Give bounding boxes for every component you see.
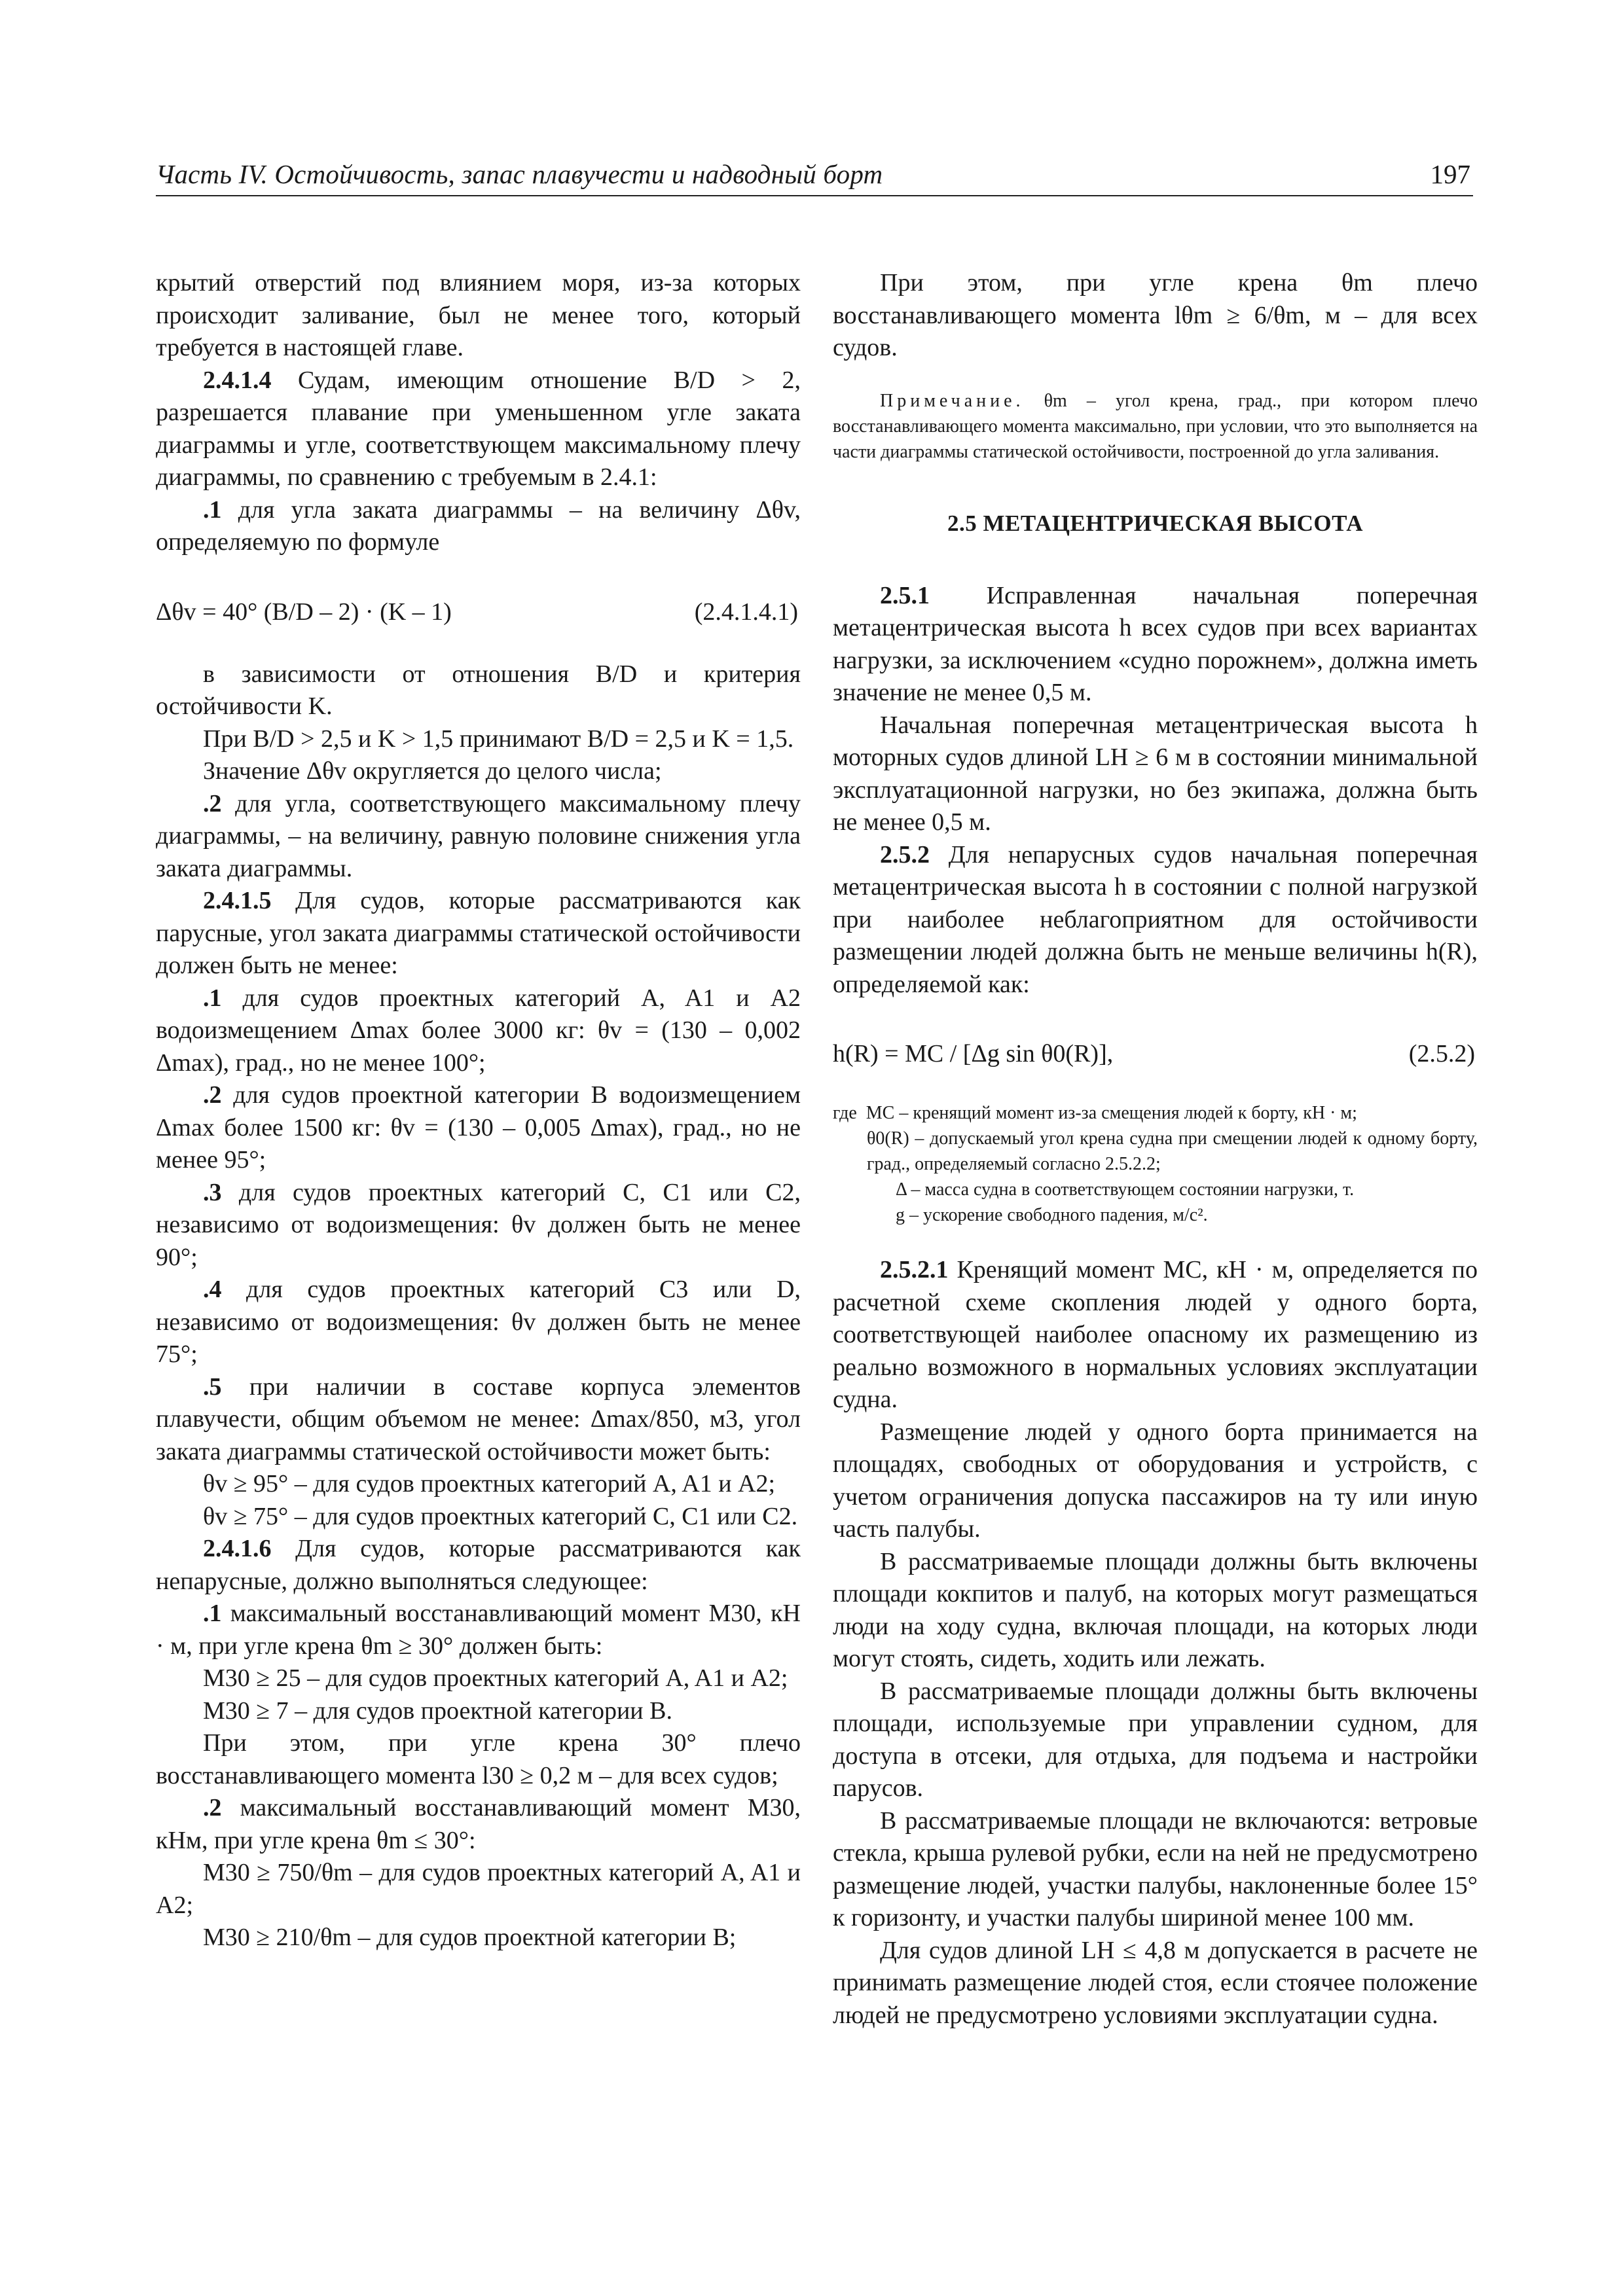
left-column (156, 267, 801, 1954)
item-number: .2 (203, 1081, 222, 1109)
legend-text: g – ускорение свободного падения, м/с². (896, 1205, 1208, 1225)
running-title: Часть IV. Остойчивость, запас плавучести и надводный борт (156, 159, 883, 189)
clause-number: 2.5.2.1 (880, 1256, 949, 1283)
item-text: для судов проектных категорий C, C1 или C2, независимо от водоизмещения: θv должен быть не менее 90°; (156, 1178, 801, 1271)
paragraph: В рассматриваемые площади должны быть включены площади, используемые при управлении судном, для доступа в отсеки, для отдыха, для подъема и настройки парусов. (833, 1677, 1478, 1802)
item-number: .3 (203, 1178, 222, 1206)
item-2 (156, 1079, 801, 1177)
clause-text: Судам, имеющим отношение B/D > 2, разрешается плавание при уменьшенном угле заката диаграммы и угле, соответствующем максимальному плечу диаграммы, по сравнению с требуемым в 2.4.1: (156, 366, 801, 491)
equation-number: (2.4.1.4.1) (694, 598, 798, 626)
item-number: .1 (203, 1600, 222, 1627)
formula-text: h(R) = MC / [Δg sin θ0(R)], (833, 1040, 1114, 1067)
item-number: .1 (203, 495, 222, 524)
clause-number: 2.5.1 (880, 581, 930, 609)
clause-2-4-1-4 (156, 365, 801, 494)
legend-row (833, 1100, 1478, 1126)
legend-row (833, 1177, 1478, 1202)
clause-text: Кренящий момент MC, кН · м, определяется по расчетной схеме скопления людей у одного борта, соответствующей наиболее опасному их размещению из реально возможного в нормальных условиях эксплуатации судна. (833, 1256, 1478, 1413)
item-3 (156, 1177, 801, 1274)
item-2 (156, 788, 801, 886)
legend-text: Δ – масса судна в соответствующем состоянии нагрузки, т. (896, 1179, 1355, 1200)
paragraph: крытий отверстий под влиянием моря, из-за которых происходит заливание, был не менее того, который требуется в настоящей главе. (156, 269, 801, 361)
item-2 (156, 1792, 801, 1857)
item-1 (156, 494, 801, 559)
clause-2-5-1 (833, 580, 1478, 709)
clause-number: 2.4.1.4 (203, 366, 272, 394)
clause-number: 2.4.1.5 (203, 887, 272, 914)
paragraph: Начальная поперечная метацентрическая высота h моторных судов длиной LH ≥ 6 м в состоянии минимальной эксплуатационной нагрузки, но без экипажа, должна быть не менее 0,5 м. (833, 711, 1478, 836)
paragraph: При этом, при угле крена 30° плечо восстанавливающего момента l30 ≥ 0,2 м – для всех судов; (156, 1729, 801, 1789)
item-number: .4 (203, 1276, 222, 1303)
clause-2-4-1-6 (156, 1533, 801, 1598)
item-1 (156, 1598, 801, 1662)
note (833, 388, 1478, 465)
legend-prefix: где (833, 1103, 866, 1123)
item-1 (156, 982, 801, 1080)
clause-2-5-2-1 (833, 1254, 1478, 1416)
clause-number: 2.5.2 (880, 840, 930, 869)
page-number: 197 (1430, 159, 1470, 189)
item-text: для угла заката диаграммы – на величину Δθv, определяемую по формуле (156, 495, 801, 556)
paragraph: В рассматриваемые площади должны быть включены площади кокпитов и палуб, на которых могут размещаться люди на ходу судна, включая площади, на которых люди могут стоять, сидеть, ходить или лежать. (833, 1547, 1478, 1672)
clause-text: Для судов, которые рассматриваются как парусные, угол заката диаграммы статической остойчивости должен быть не менее: (156, 887, 801, 979)
formula-text: Δθv = 40° (B/D – 2) · (K – 1) (156, 598, 452, 626)
paragraph: M30 ≥ 25 – для судов проектных категорий A, A1 и A2; (203, 1664, 788, 1692)
item-text: максимальный восстанавливающий момент M30, кНм, при угле крена θm ≤ 30°: (156, 1794, 801, 1854)
paragraph: θv ≥ 95° – для судов проектных категорий A, A1 и A2; (203, 1470, 776, 1498)
paragraph: θv ≥ 75° – для судов проектных категорий C, C1 или C2. (203, 1502, 798, 1530)
item-number: .5 (203, 1372, 222, 1401)
page-header (156, 156, 1473, 196)
formula-2-4-1-4-1 (156, 596, 801, 628)
clause-text: Для непарусных судов начальная поперечная метацентрическая высота h в состоянии с полной нагрузкой при наиболее неблагоприятном для остойчивости размещении людей должна быть не меньше величины h(R), определяемой как: (833, 840, 1478, 998)
paragraph: M30 ≥ 750/θm – для судов проектных категорий A, A1 и A2; (156, 1859, 801, 1919)
item-4 (156, 1274, 801, 1371)
item-5 (156, 1371, 801, 1469)
item-number: .2 (203, 1794, 222, 1821)
clause-text: Для судов, которые рассматриваются как непарусные, должно выполняться следующее: (156, 1535, 801, 1595)
paragraph: в зависимости от отношения B/D и критерия остойчивости K. (156, 660, 801, 720)
equation-number: (2.5.2) (1408, 1040, 1475, 1067)
legend-text: θ0(R) – допускаемый угол крена судна при смещении людей к одному борту, град., определяемый согласно 2.5.2.2; (867, 1128, 1478, 1174)
paragraph: Значение Δθv округляется до целого числа; (203, 757, 662, 785)
item-number: .1 (203, 984, 222, 1012)
paragraph: В рассматриваемые площади не включаются: ветровые стекла, крыша рулевой рубки, если на ней не предусмотрено размещение людей, участки палубы, наклоненные более 15° к горизонту, и участки палубы шириной менее 100 мм. (833, 1806, 1478, 1931)
item-text: для судов проектной категории B водоизмещением Δmax более 1500 кг: θv = (130 – 0,005 Δmax), град., но не менее 95°; (156, 1081, 801, 1174)
note-label: Примечание. (880, 390, 1025, 411)
note-text: θm – угол крена, град., при котором плечо восстанавливающего момента максимально, при условии, что это выполняется на части диаграммы статической остойчивости, построенной до угла заливания. (833, 390, 1478, 462)
clause-2-4-1-5 (156, 885, 801, 982)
right-column (833, 267, 1478, 2032)
item-text: максимальный восстанавливающий момент M30, кН · м, при угле крена θm ≥ 30° должен быть: (156, 1600, 801, 1660)
item-text: для судов проектных категорий A, A1 и A2 водоизмещением Δmax более 3000 кг: θv = (130 – 0,002 Δmax), град., но не менее 100°; (156, 984, 801, 1077)
formula-2-5-2 (833, 1037, 1478, 1070)
paragraph: При этом, при угле крена θm плечо восстанавливающего момента lθm ≥ 6/θm, м – для всех судов. (833, 269, 1478, 361)
legend-text: MC – кренящий момент из-за смещения людей к борту, кН · м; (866, 1103, 1357, 1123)
item-text: при наличии в составе корпуса элементов плавучести, общим объемом не менее: Δmax/850, м3, угол заката диаграммы статической остойчивости может быть: (156, 1372, 801, 1465)
paragraph: M30 ≥ 210/θm – для судов проектной категории B; (203, 1924, 737, 1951)
clause-2-5-2 (833, 839, 1478, 1001)
paragraph: Для судов длиной LH ≤ 4,8 м допускается в расчете не принимать размещение людей стоя, если стоячее положение людей не предусмотрено условиями эксплуатации судна. (833, 1936, 1478, 2029)
item-text: для угла, соответствующего максимальному плечу диаграммы, – на величину, равную половине снижения угла заката диаграммы. (156, 789, 801, 882)
clause-number: 2.4.1.6 (203, 1535, 272, 1562)
paragraph: При B/D > 2,5 и K > 1,5 принимают B/D = 2,5 и K = 1,5. (203, 725, 794, 753)
legend-row (833, 1126, 1478, 1177)
symbol-legend (833, 1100, 1478, 1228)
paragraph: Размещение людей у одного борта принимается на площадях, свободных от оборудования и устройств, с учетом ограничения допуска пассажиров на ту или иную часть палубы. (833, 1418, 1478, 1543)
clause-text: Исправленная начальная поперечная метацентрическая высота h всех судов при всех вариантах нагрузки, за исключением «судно порожнем», должна иметь значение не менее 0,5 м. (833, 581, 1478, 706)
legend-row (833, 1202, 1478, 1228)
item-number: .2 (203, 789, 222, 817)
paragraph: M30 ≥ 7 – для судов проектной категории B. (203, 1696, 672, 1725)
section-title: 2.5 МЕТАЦЕНТРИЧЕСКАЯ ВЫСОТА (947, 510, 1364, 536)
item-text: для судов проектных категорий C3 или D, независимо от водоизмещения: θv должен быть не менее 75°; (156, 1276, 801, 1368)
